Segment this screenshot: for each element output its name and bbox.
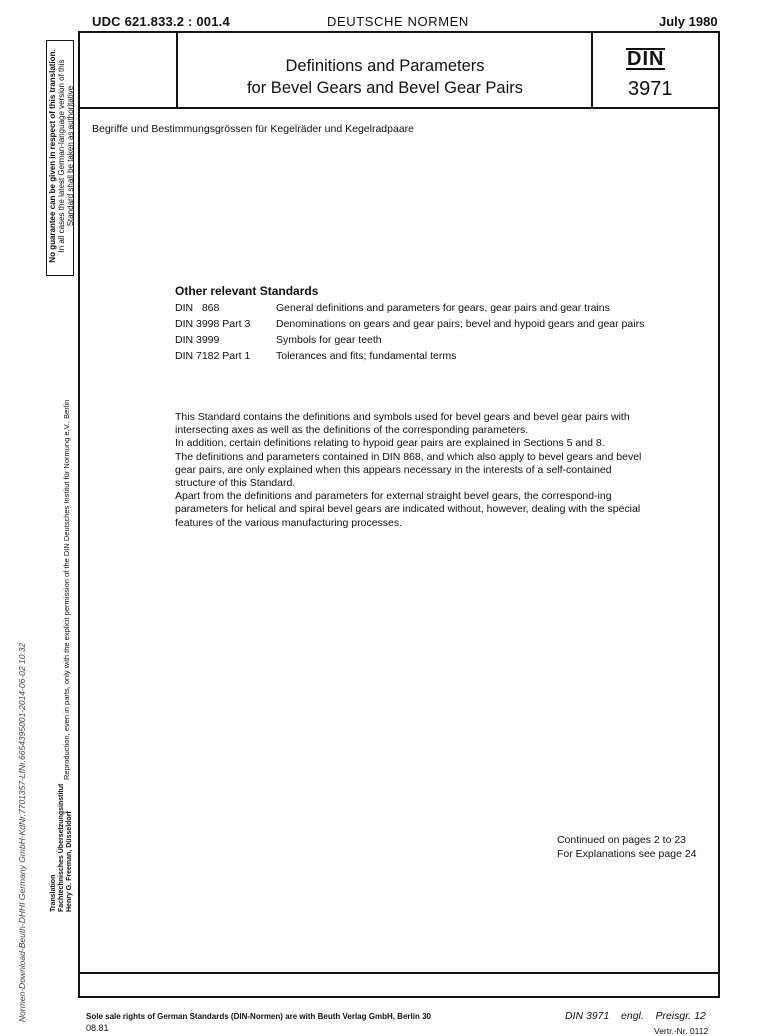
download-stamp: Normen-Download-Beuth-DHHI Germany GmbH-KdNr.7701357-LfNr.6654395001-2014-06-02 10:32 xyxy=(17,642,27,1022)
guarantee-line-3: Standard shall be taken as authoritative xyxy=(66,85,75,227)
intro-paragraph: Apart from the definitions and parameters for external straight bevel gears, the correspond-ing parameters for helical and spiral bevel gears are indicated without, however, dealing with the special features of the various manufacturing processes. xyxy=(175,490,641,529)
standard-description: Denominations on gears and gear pairs; bevel and hypoid gears and gear pairs xyxy=(276,318,645,330)
standard-description: General definitions and parameters for gears, gear pairs and gear trains xyxy=(276,302,610,314)
document-title xyxy=(180,55,590,99)
footer-rights: Sole sale rights of German Standards (DIN-Normen) are with Beuth Verlag GmbH, Berlin 30 xyxy=(86,1012,431,1021)
intro-paragraph: This Standard contains the definitions and symbols used for bevel gears and bevel gear pairs with intersecting axes as well as the definitions of the corresponding parameters. xyxy=(175,411,630,437)
standard-description: Symbols for gear teeth xyxy=(276,334,382,346)
translation-credit xyxy=(50,784,74,912)
continued-note xyxy=(557,834,697,861)
footer-reference: DIN 3971 engl. Preisgr. 12 xyxy=(565,1010,706,1022)
translation-translator: Henry G. Freeman, Düsseldorf xyxy=(66,811,73,912)
german-title: Begriffe und Bestimmungsgrössen für Kegelräder und Kegelradpaare xyxy=(92,123,415,135)
footer-vertr-number: Vertr.-Nr. 0112 xyxy=(654,1026,709,1036)
standard-description: Tolerances and fits; fundamental terms xyxy=(276,350,457,362)
continued-pages: Continued on pages 2 to 23 xyxy=(557,834,687,846)
guarantee-line-2: In all cases the latest German-language version of this xyxy=(57,59,66,253)
standard-row xyxy=(175,350,645,366)
other-standards-table xyxy=(175,302,645,366)
standard-code: DIN 3999 xyxy=(175,334,220,346)
standard-row xyxy=(175,318,645,334)
din-logo: DIN xyxy=(627,48,665,70)
title-divider-left xyxy=(176,31,178,109)
title-line-2: for Bevel Gears and Bevel Gear Pairs xyxy=(246,79,524,97)
guarantee-line-1: No guarantee can be given in respect of this translation. xyxy=(48,49,57,263)
translation-institute: Fachtechnisches Übersetzungsinstitut xyxy=(58,783,65,912)
standard-row xyxy=(175,302,645,318)
footer-date-code: 08.81 xyxy=(86,1023,109,1033)
intro-paragraph: In addition, certain definitions relating to hypoid gear pairs are explained in Sections 5 and 8. xyxy=(175,437,605,450)
introduction-text xyxy=(175,411,645,530)
translation-label: Translation xyxy=(50,874,57,912)
reproduction-notice: Reproduction, even in parts, only with the explicit permission of the DIN Deutsches Institut für Normung e.V., Berlin xyxy=(62,399,71,780)
standard-code: DIN 868 xyxy=(175,302,220,314)
standard-row xyxy=(175,334,645,350)
guarantee-notice xyxy=(48,40,75,272)
intro-paragraph: The definitions and parameters contained in DIN 868, and which also apply to bevel gears and bevel gear pairs, are only explained when this appears necessary in the interests of a self-contained structure of this Standard. xyxy=(175,450,642,490)
title-divider-right xyxy=(591,31,593,109)
udc-code: UDC 621.833.2 : 001.4 xyxy=(92,14,230,29)
standard-code: DIN 7182 Part 1 xyxy=(175,350,251,362)
din-number: 3971 xyxy=(628,78,673,100)
other-standards-heading: Other relevant Standards xyxy=(175,284,319,298)
title-line-1: Definitions and Parameters xyxy=(285,57,485,75)
bottom-rule xyxy=(78,972,720,974)
explanations-page: For Explanations see page 24 xyxy=(557,847,697,860)
header-date: July 1980 xyxy=(659,14,718,29)
header-deutsche-normen: DEUTSCHE NORMEN xyxy=(327,14,469,29)
standard-code: DIN 3998 Part 3 xyxy=(175,318,251,330)
